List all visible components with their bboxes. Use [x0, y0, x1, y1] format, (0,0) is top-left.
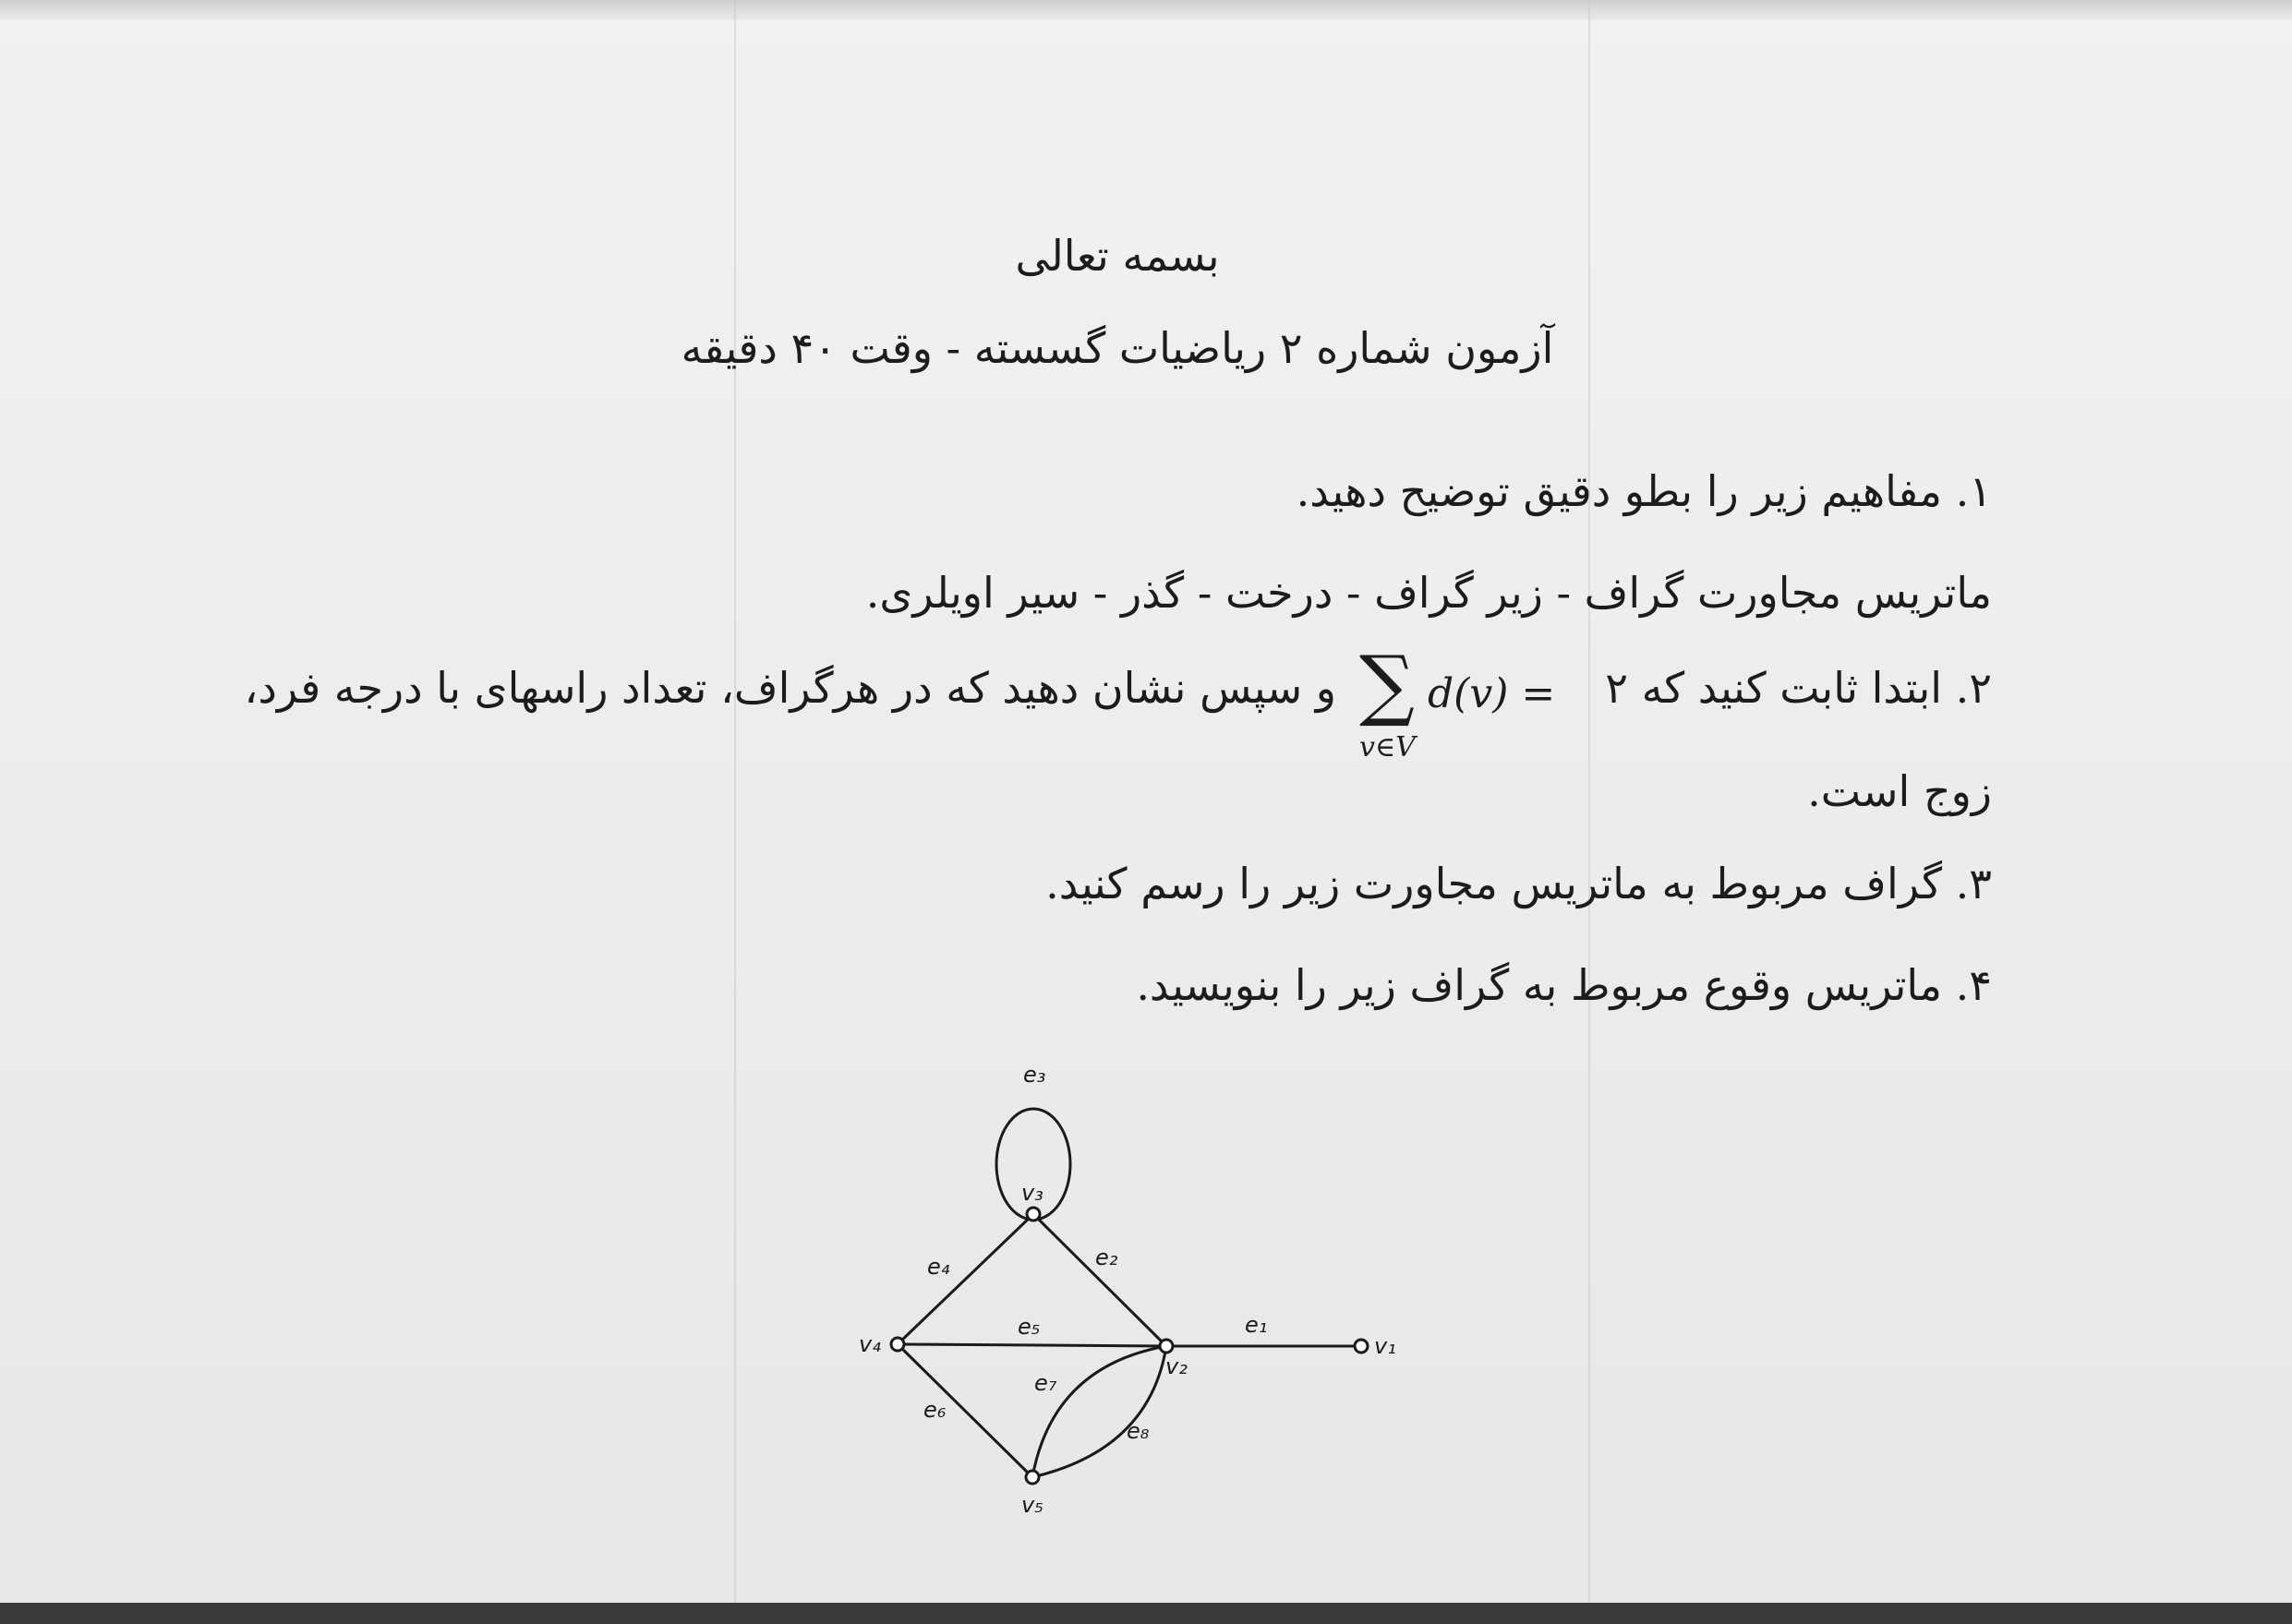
- vertex-label: v₅: [1021, 1492, 1043, 1518]
- edge-label: e₇: [1034, 1370, 1057, 1396]
- edge-line: [898, 1344, 1032, 1477]
- summation-subscript: v∈V: [1359, 731, 1416, 764]
- vertex-node: [891, 1338, 904, 1351]
- vertex-node: [1026, 1471, 1039, 1484]
- question-4: ۴. ماتریس وقوع مربوط به گراف زیر را بنویسید.: [1136, 960, 1992, 1010]
- vertex-label: v₁: [1374, 1333, 1396, 1359]
- question-2-part-b: و سپس نشان دهید که در هرگراف، تعداد راسهای با درجه فرد،: [244, 663, 1336, 713]
- question-2-line-2: زوج است.: [1807, 766, 1992, 816]
- vertex-label: v₂: [1165, 1353, 1188, 1379]
- paper-fold-line: [734, 0, 736, 1603]
- edge-label: e₈: [1127, 1418, 1150, 1444]
- question-1-line-1: ۱. مفاهیم زیر را بطو دقیق توضیح دهید.: [1296, 466, 1992, 516]
- edge-curve: [1032, 1346, 1166, 1477]
- vertex-node: [1355, 1340, 1368, 1353]
- scan-bottom-border: [0, 1603, 2292, 1624]
- edge-line: [898, 1214, 1033, 1344]
- summation-expression: d(v) =: [1428, 670, 1556, 717]
- edge-label: e₁: [1245, 1312, 1268, 1338]
- question-3: ۳. گراف مربوط به ماتریس مجاورت زیر را رسم کنید.: [1045, 859, 1992, 908]
- edge-curve: [1032, 1346, 1166, 1477]
- paper-top-edge: [0, 0, 2292, 20]
- edge-label: e₃: [1023, 1062, 1046, 1088]
- edge-line: [1033, 1214, 1166, 1346]
- document-subtitle: آزمون شماره ۲ ریاضیات گسسته - وقت ۴۰ دقیقه: [681, 323, 1554, 373]
- document-heading: بسمه تعالی: [1015, 231, 1220, 281]
- edge-line: [898, 1344, 1166, 1346]
- question-2-formula: [1350, 639, 1556, 766]
- vertex-label: v₄: [859, 1331, 881, 1357]
- summation-symbol: ∑: [1359, 639, 1415, 729]
- question-1-line-2: ماتریس مجاورت گراف - زیر گراف - درخت - گذر - سیر اویلری.: [865, 568, 1992, 618]
- edge-label: e₆: [923, 1397, 947, 1423]
- edge-label: e₄: [927, 1254, 950, 1280]
- paper-fold-line: [1588, 0, 1590, 1603]
- question-2-part-a: ۲. ابتدا ثابت کنید که ۲: [1605, 663, 1992, 713]
- edge-label: e₅: [1018, 1314, 1041, 1340]
- incidence-graph-figure: [831, 1053, 1441, 1570]
- vertex-node: [1160, 1340, 1173, 1353]
- vertex-node: [1027, 1208, 1040, 1221]
- vertex-label: v₃: [1021, 1180, 1043, 1206]
- edge-label: e₂: [1095, 1245, 1118, 1270]
